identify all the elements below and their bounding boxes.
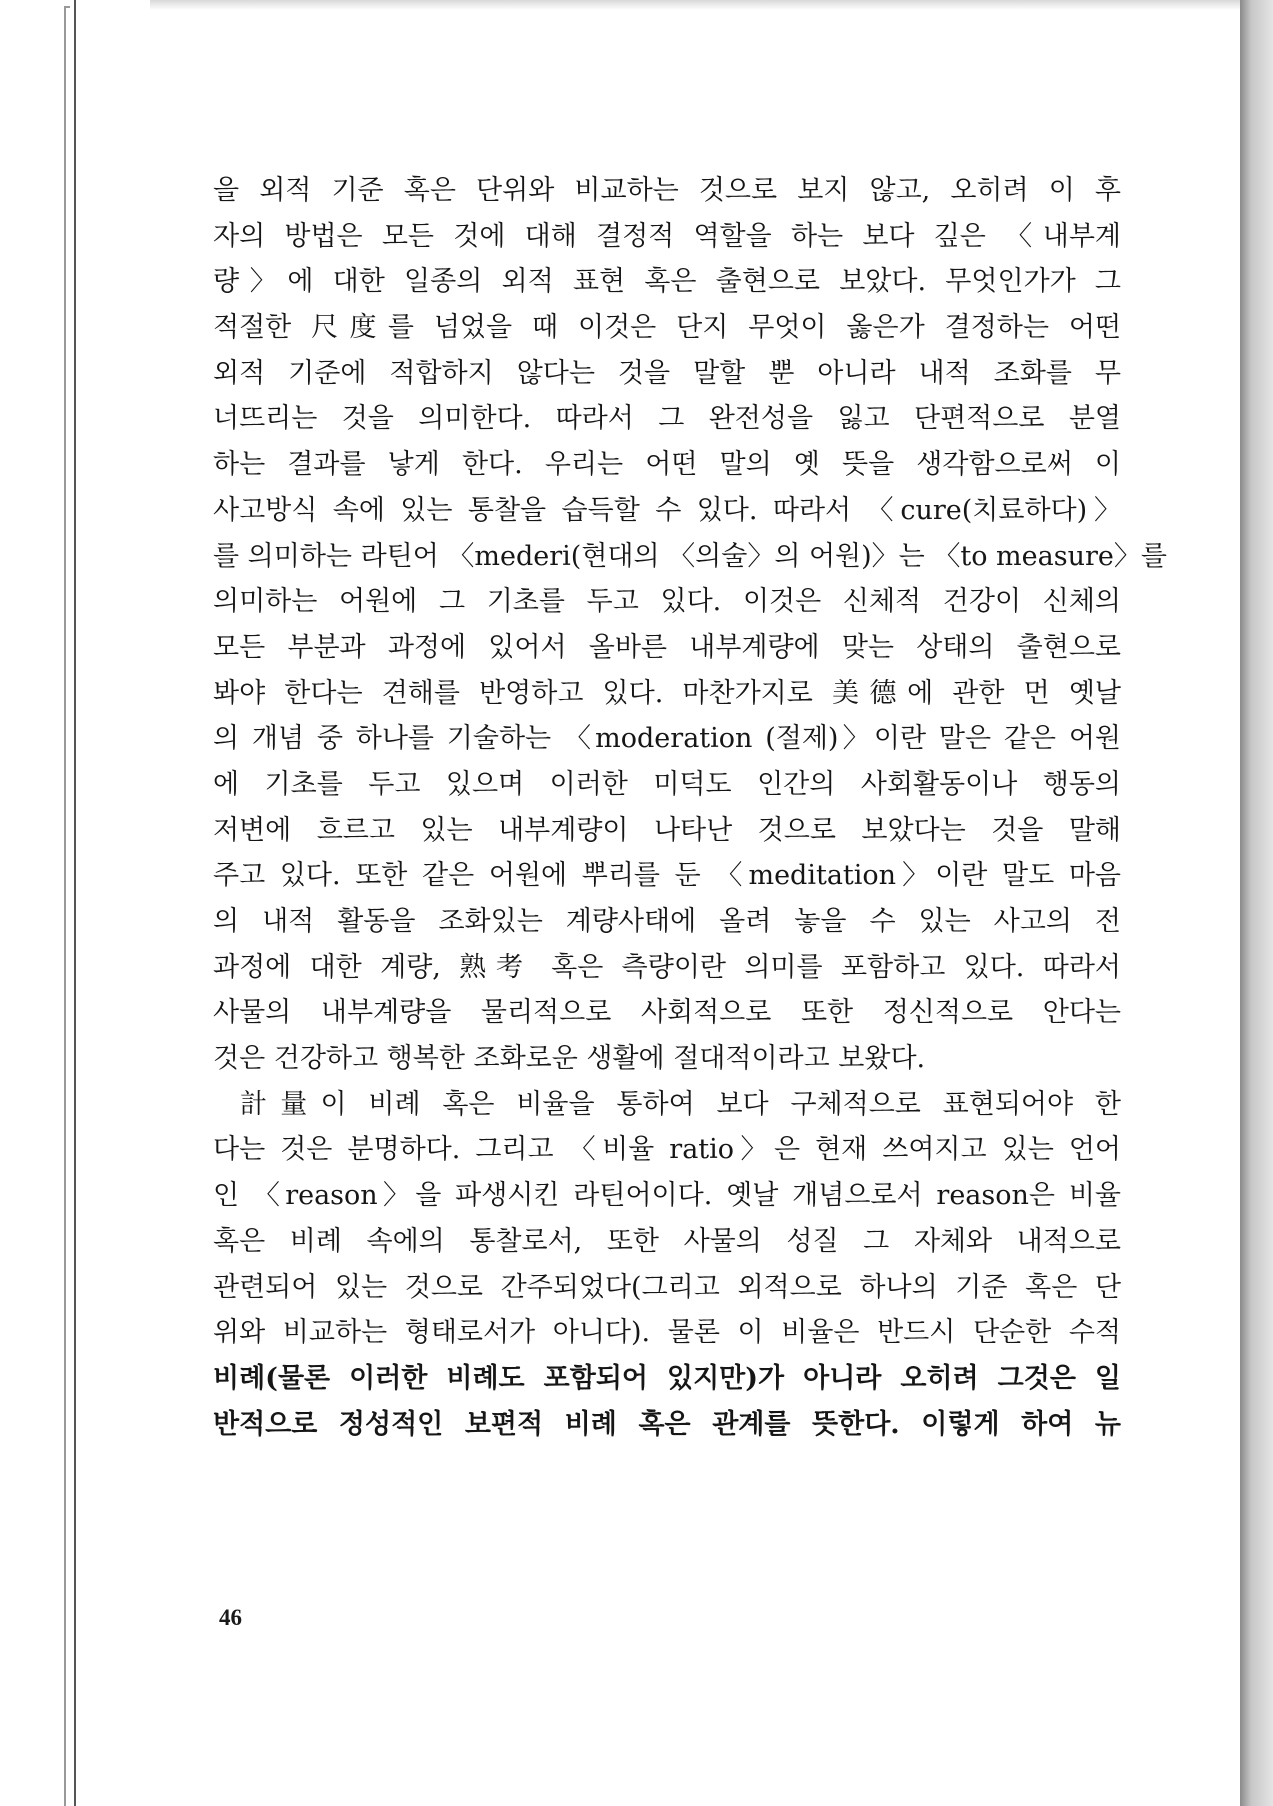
text-line: 에 기초를 두고 있으며 이러한 미덕도 인간의 사회활동이나 행동의 [213, 768, 1121, 800]
text-line: 저변에 흐르고 있는 내부계량이 나타난 것으로 보았다는 것을 말해 [213, 814, 1121, 846]
text-line: 반적으로 정성적인 보편적 비례 혹은 관계를 뜻한다. 이렇게 하여 뉴 [213, 1408, 1121, 1440]
text-line: 計量이 비례 혹은 비율을 통하여 보다 구체적으로 표현되어야 한 [240, 1088, 1121, 1120]
text-line: 의 내적 활동을 조화있는 계량사태에 올려 놓을 수 있는 사고의 전 [213, 906, 1121, 937]
text-line: 사고방식 속에 있는 통찰을 습득할 수 있다. 따라서 〈cure(치료하다)〉 [213, 494, 1121, 526]
page-stack-edge [64, 6, 70, 1806]
text-line: 인 〈reason〉을 파생시킨 라틴어이다. 옛날 개념으로서 reason은 비율 [213, 1180, 1121, 1212]
text-line: 의 개념 중 하나를 기술하는 〈moderation (절제)〉이란 말은 같은 어원 [213, 723, 1121, 755]
text-line: 량〉에 대한 일종의 외적 표현 혹은 출현으로 보았다. 무엇인가가 그 [213, 266, 1121, 298]
text-line: 하는 결과를 낳게 한다. 우리는 어떤 말의 옛 뜻을 생각함으로써 이 [213, 449, 1121, 481]
text-line: 혹은 비례 속에의 통찰로서, 또한 사물의 성질 그 자체와 내적으로 [213, 1225, 1121, 1257]
text-line: 다는 것은 분명하다. 그리고 〈비율 ratio〉은 현재 쓰여지고 있는 언어 [213, 1134, 1121, 1166]
text-line: 위와 비교하는 형태로서가 아니다). 물론 이 비율은 반드시 단순한 수적 [213, 1317, 1121, 1349]
page-number: 46 [219, 1605, 242, 1630]
text-line: 사물의 내부계량을 물리적으로 사회적으로 또한 정신적으로 안다는 [213, 997, 1121, 1029]
body-text [213, 168, 1167, 1447]
text-line: 너뜨리는 것을 의미한다. 따라서 그 완전성을 잃고 단편적으로 분열 [213, 403, 1121, 435]
text-line: 주고 있다. 또한 같은 어원에 뿌리를 둔 〈meditation〉이란 말도 마음 [213, 860, 1121, 892]
text-line: 관련되어 있는 것으로 간주되었다(그리고 외적으로 하나의 기준 혹은 단 [213, 1271, 1121, 1303]
top-shadow [150, 0, 1273, 10]
text-line: 모든 부분과 과정에 있어서 올바른 내부계량에 맞는 상태의 출현으로 [213, 631, 1121, 663]
text-line: 봐야 한다는 견해를 반영하고 있다. 마찬가지로 美德에 관한 먼 옛날 [213, 677, 1121, 709]
text-line: 외적 기준에 적합하지 않다는 것을 말할 뿐 아니라 내적 조화를 무 [213, 357, 1121, 389]
binding-shadow [1240, 0, 1273, 1806]
text-line: 적절한 尺度를 넘었을 때 이것은 단지 무엇이 옳은가 결정하는 어떤 [213, 312, 1121, 344]
text-line: 자의 방법은 모든 것에 대해 결정적 역할을 하는 보다 깊은 〈내부계 [213, 220, 1121, 252]
text-line: 비례(물론 이러한 비례도 포함되어 있지만)가 아니라 오히려 그것은 일 [213, 1362, 1121, 1394]
text-line: 과정에 대한 계량, 熟考 혹은 측량이란 의미를 포함하고 있다. 따라서 [213, 951, 1121, 983]
text-line: 를 의미하는 라틴어 〈mederi(현대의 〈의술〉의 어원)〉는 〈to measure〉를 [213, 540, 1167, 572]
text-line: 것은 건강하고 행복한 조화로운 생활에 절대적이라고 보왔다. [213, 1043, 926, 1075]
text-line: 을 외적 기준 혹은 단위와 비교하는 것으로 보지 않고, 오히려 이 후 [213, 175, 1121, 206]
text-line: 의미하는 어원에 그 기초를 두고 있다. 이것은 신체적 건강이 신체의 [213, 586, 1121, 618]
